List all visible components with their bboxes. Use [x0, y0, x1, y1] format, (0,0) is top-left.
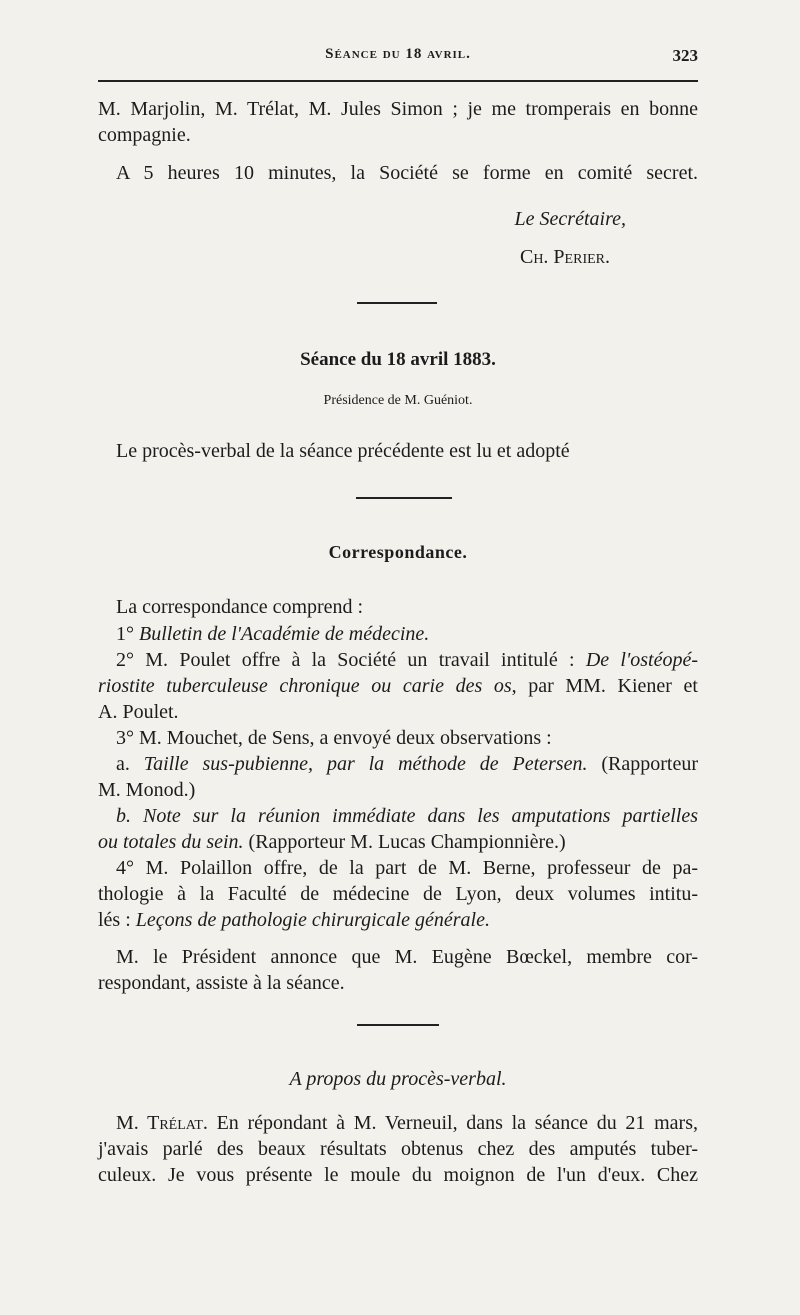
paragraph-text: En répondant à M. Verneuil, dans la séance du 21 mars, — [207, 1112, 698, 1134]
session-title: Séance du 18 avril 1883. — [300, 349, 496, 370]
correspondance-intro: La correspondance comprend : — [116, 596, 364, 618]
committee-line: A 5 heures 10 minutes, la Société se forme en comité secret. — [116, 162, 698, 184]
item-text: 2° M. Poulet offre à la Société un travail intitulé : — [116, 649, 586, 671]
item-text: , par MM. Kiener et — [511, 675, 698, 697]
item-text: lés : — [98, 909, 136, 931]
announcement-line: M. le Président annonce que M. Eugène Bœckel, membre cor- — [116, 946, 698, 968]
item-title: De l'ostéopé- — [585, 649, 698, 671]
item-number: 1° — [116, 623, 134, 645]
list-item: 3° M. Mouchet, de Sens, a envoyé deux observations : — [116, 727, 552, 749]
proces-verbal-heading-text: A propos du procès-verbal. — [289, 1068, 507, 1090]
list-item-continuation — [98, 829, 698, 855]
item-title: Taille sus-pubienne, par la méthode de Petersen. — [143, 753, 588, 775]
item-text: (Rapporteur M. Lucas Championnière.) — [243, 831, 566, 853]
section-divider — [357, 302, 437, 304]
item-title: ou totales du sein. — [98, 831, 244, 853]
paragraph-line — [98, 1110, 698, 1136]
item-title: Leçons de pathologie chirurgicale générale. — [135, 909, 490, 931]
section-divider — [357, 1024, 439, 1026]
list-item — [98, 751, 698, 777]
header-rule — [98, 80, 698, 82]
correspondance-heading: Correspondance. — [328, 542, 468, 562]
list-item — [98, 803, 698, 829]
running-title: Séance du 18 avril. — [325, 46, 471, 62]
list-item-continuation: thologie à la Faculté de médecine de Lyon, deux volumes intitu- — [98, 883, 698, 905]
speaker-name: M. Trélat. — [116, 1112, 208, 1134]
announcement-line: respondant, assiste à la séance. — [98, 972, 345, 994]
minutes-approved: Le procès-verbal de la séance précédente est lu et adopté — [116, 440, 570, 462]
secretary-name: Ch. Perier. — [519, 246, 610, 268]
item-title: b. Note sur la réunion immédiate dans les amputations partielles — [116, 805, 698, 827]
paragraph-line: compagnie. — [98, 124, 191, 146]
list-item — [98, 621, 698, 647]
list-item-continuation: A. Poulet. — [98, 701, 179, 723]
list-item — [98, 647, 698, 673]
session-presidency: Présidence de M. Guéniot. — [323, 393, 473, 408]
list-item-continuation: M. Monod.) — [98, 779, 196, 801]
section-divider — [356, 497, 452, 499]
proces-verbal-heading — [98, 1066, 698, 1092]
item-title: Bulletin de l'Académie de médecine. — [139, 623, 430, 645]
list-item: 4° M. Polaillon offre, de la part de M. Berne, professeur de pa- — [116, 857, 698, 879]
list-item-continuation — [98, 673, 698, 699]
item-label: a. — [116, 753, 144, 775]
paragraph-line: j'avais parlé des beaux résultats obtenus chez des amputés tuber- — [98, 1138, 698, 1160]
item-title: riostite tuberculeuse chronique ou carie des os — [98, 675, 512, 697]
secretary-title — [98, 206, 698, 232]
paragraph-line: M. Marjolin, M. Trélat, M. Jules Simon ; je me tromperais en bonne — [98, 98, 698, 120]
secretary-title-text: Le Secrétaire, — [514, 208, 626, 230]
item-text: (Rapporteur — [587, 753, 698, 775]
paragraph-line: culeux. Je vous présente le moule du moignon de l'un d'eux. Chez — [98, 1164, 698, 1186]
page-number: 323 — [672, 46, 698, 65]
list-item-continuation — [98, 907, 698, 933]
running-head — [98, 46, 698, 74]
